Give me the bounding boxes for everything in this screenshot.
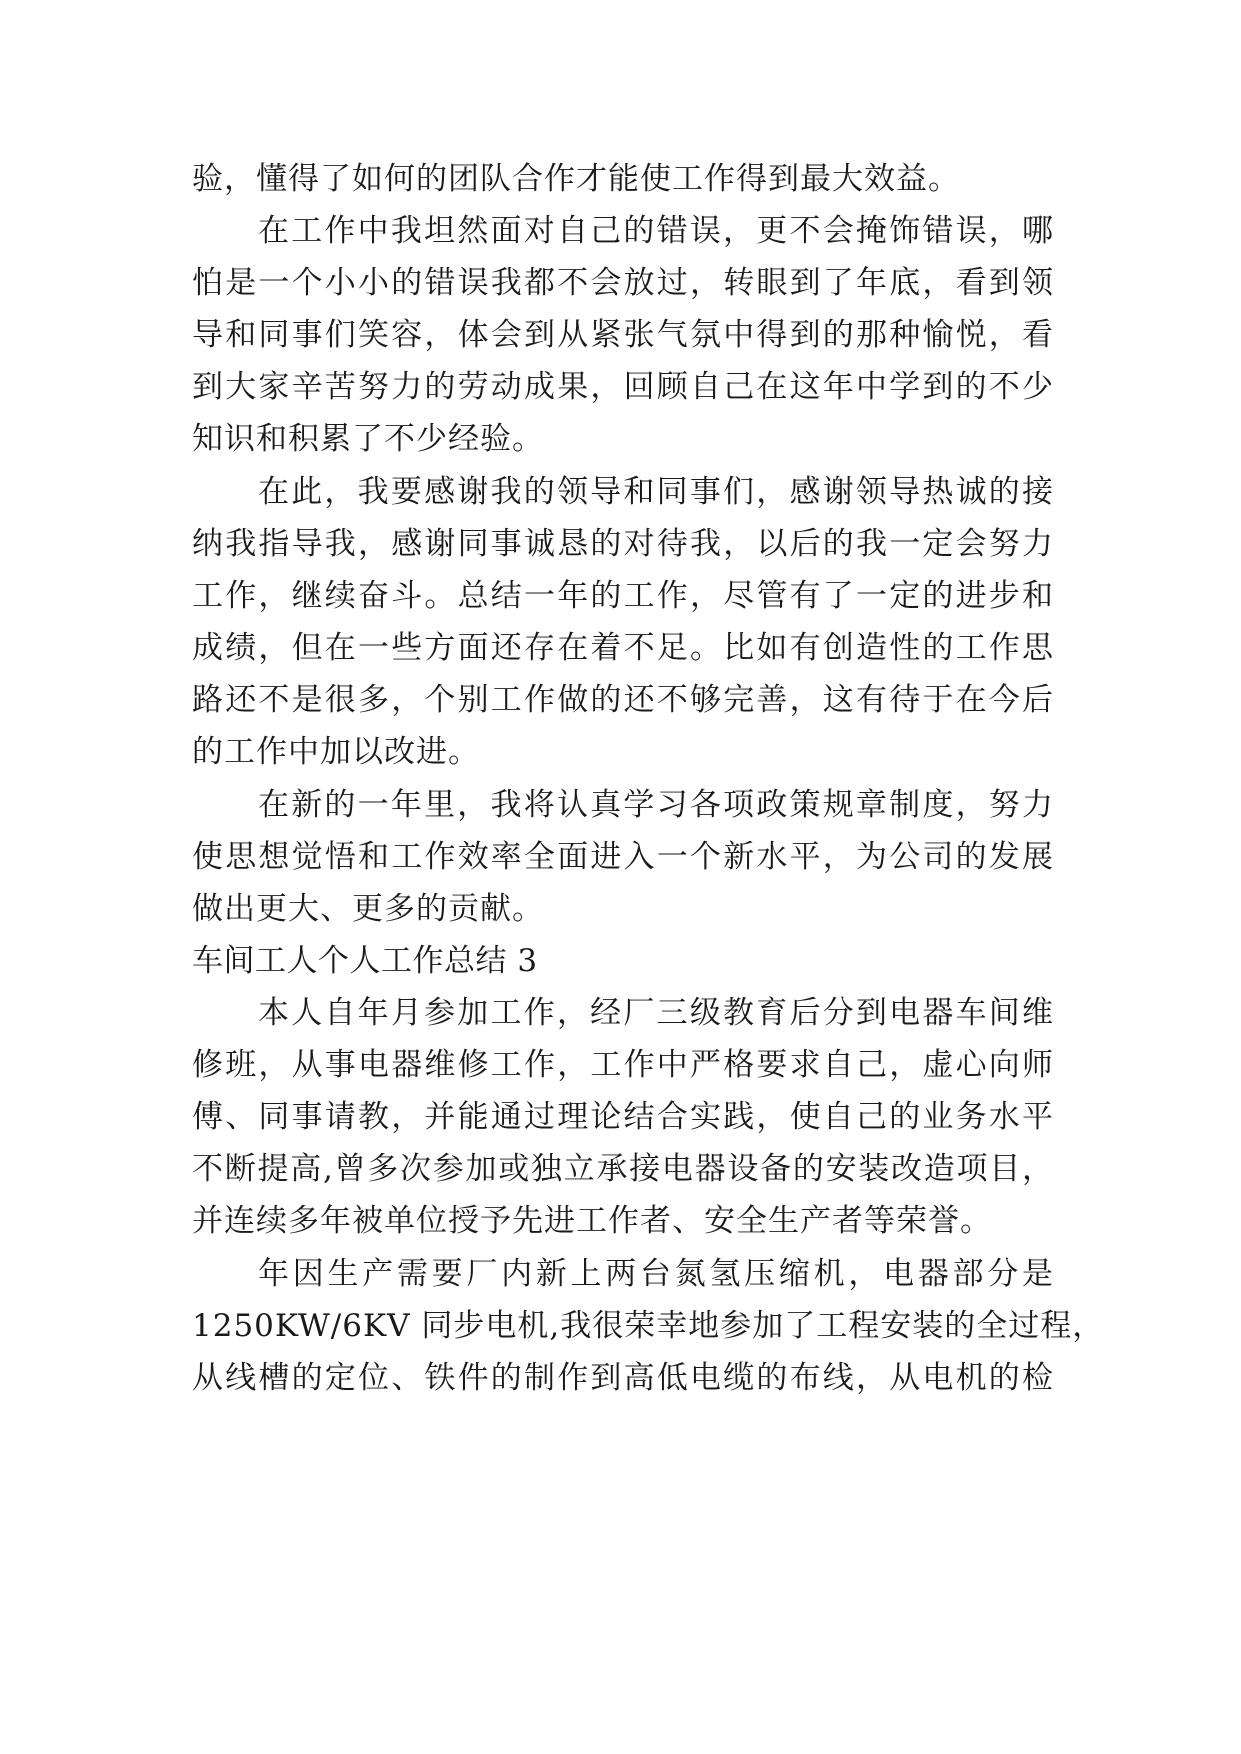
text-line: 成绩，但在一些方面还存在着不足。比如有创造性的工作思	[192, 630, 1054, 666]
paragraph-first-line: 在新的一年里，我将认真学习各项政策规章制度，努力	[258, 787, 1054, 823]
text-line: 不断提高,曾多次参加或独立承接电器设备的安装改造项目，	[192, 1151, 1054, 1187]
text-line: 并连续多年被单位授予先进工作者、安全生产者等荣誉。	[192, 1203, 992, 1239]
paragraph-first-line: 年因生产需要厂内新上两台氮氢压缩机，电器部分是	[258, 1256, 1054, 1292]
text-line: 做出更大、更多的贡献。	[192, 891, 544, 927]
text-line: 验，懂得了如何的团队合作才能使工作得到最大效益。	[192, 161, 960, 197]
text-line: 从线槽的定位、铁件的制作到高低电缆的布线，从电机的检	[192, 1360, 1054, 1396]
text-line: 知识和积累了不少经验。	[192, 421, 544, 457]
text-line: 的工作中加以改进。	[192, 734, 480, 770]
text-line: 使思想觉悟和工作效率全面进入一个新水平，为公司的发展	[192, 839, 1054, 875]
text-line: 1250KW/6KV 同步电机,我很荣幸地参加了工程安装的全过程，	[192, 1308, 1105, 1344]
text-line: 路还不是很多，个别工作做的还不够完善，这有待于在今后	[192, 682, 1054, 718]
text-line: 到大家辛苦努力的劳动成果，回顾自己在这年中学到的不少	[192, 369, 1054, 405]
text-line: 傅、同事请教，并能通过理论结合实践，使自己的业务水平	[192, 1099, 1054, 1135]
text-line: 工作，继续奋斗。总结一年的工作，尽管有了一定的进步和	[192, 578, 1054, 614]
section-heading: 车间工人个人工作总结 3	[192, 943, 538, 979]
paragraph-first-line: 本人自年月参加工作，经厂三级教育后分到电器车间维	[258, 995, 1054, 1031]
paragraph-first-line: 在此，我要感谢我的领导和同事们，感谢领导热诚的接	[258, 474, 1054, 510]
paragraph-first-line: 在工作中我坦然面对自己的错误，更不会掩饰错误，哪	[258, 213, 1054, 249]
text-line: 导和同事们笑容，体会到从紧张气氛中得到的那种愉悦，看	[192, 317, 1054, 353]
text-line: 怕是一个小小的错误我都不会放过，转眼到了年底，看到领	[192, 265, 1054, 301]
text-line: 纳我指导我，感谢同事诚恳的对待我，以后的我一定会努力	[192, 526, 1054, 562]
text-line: 修班，从事电器维修工作，工作中严格要求自己，虚心向师	[192, 1047, 1054, 1083]
